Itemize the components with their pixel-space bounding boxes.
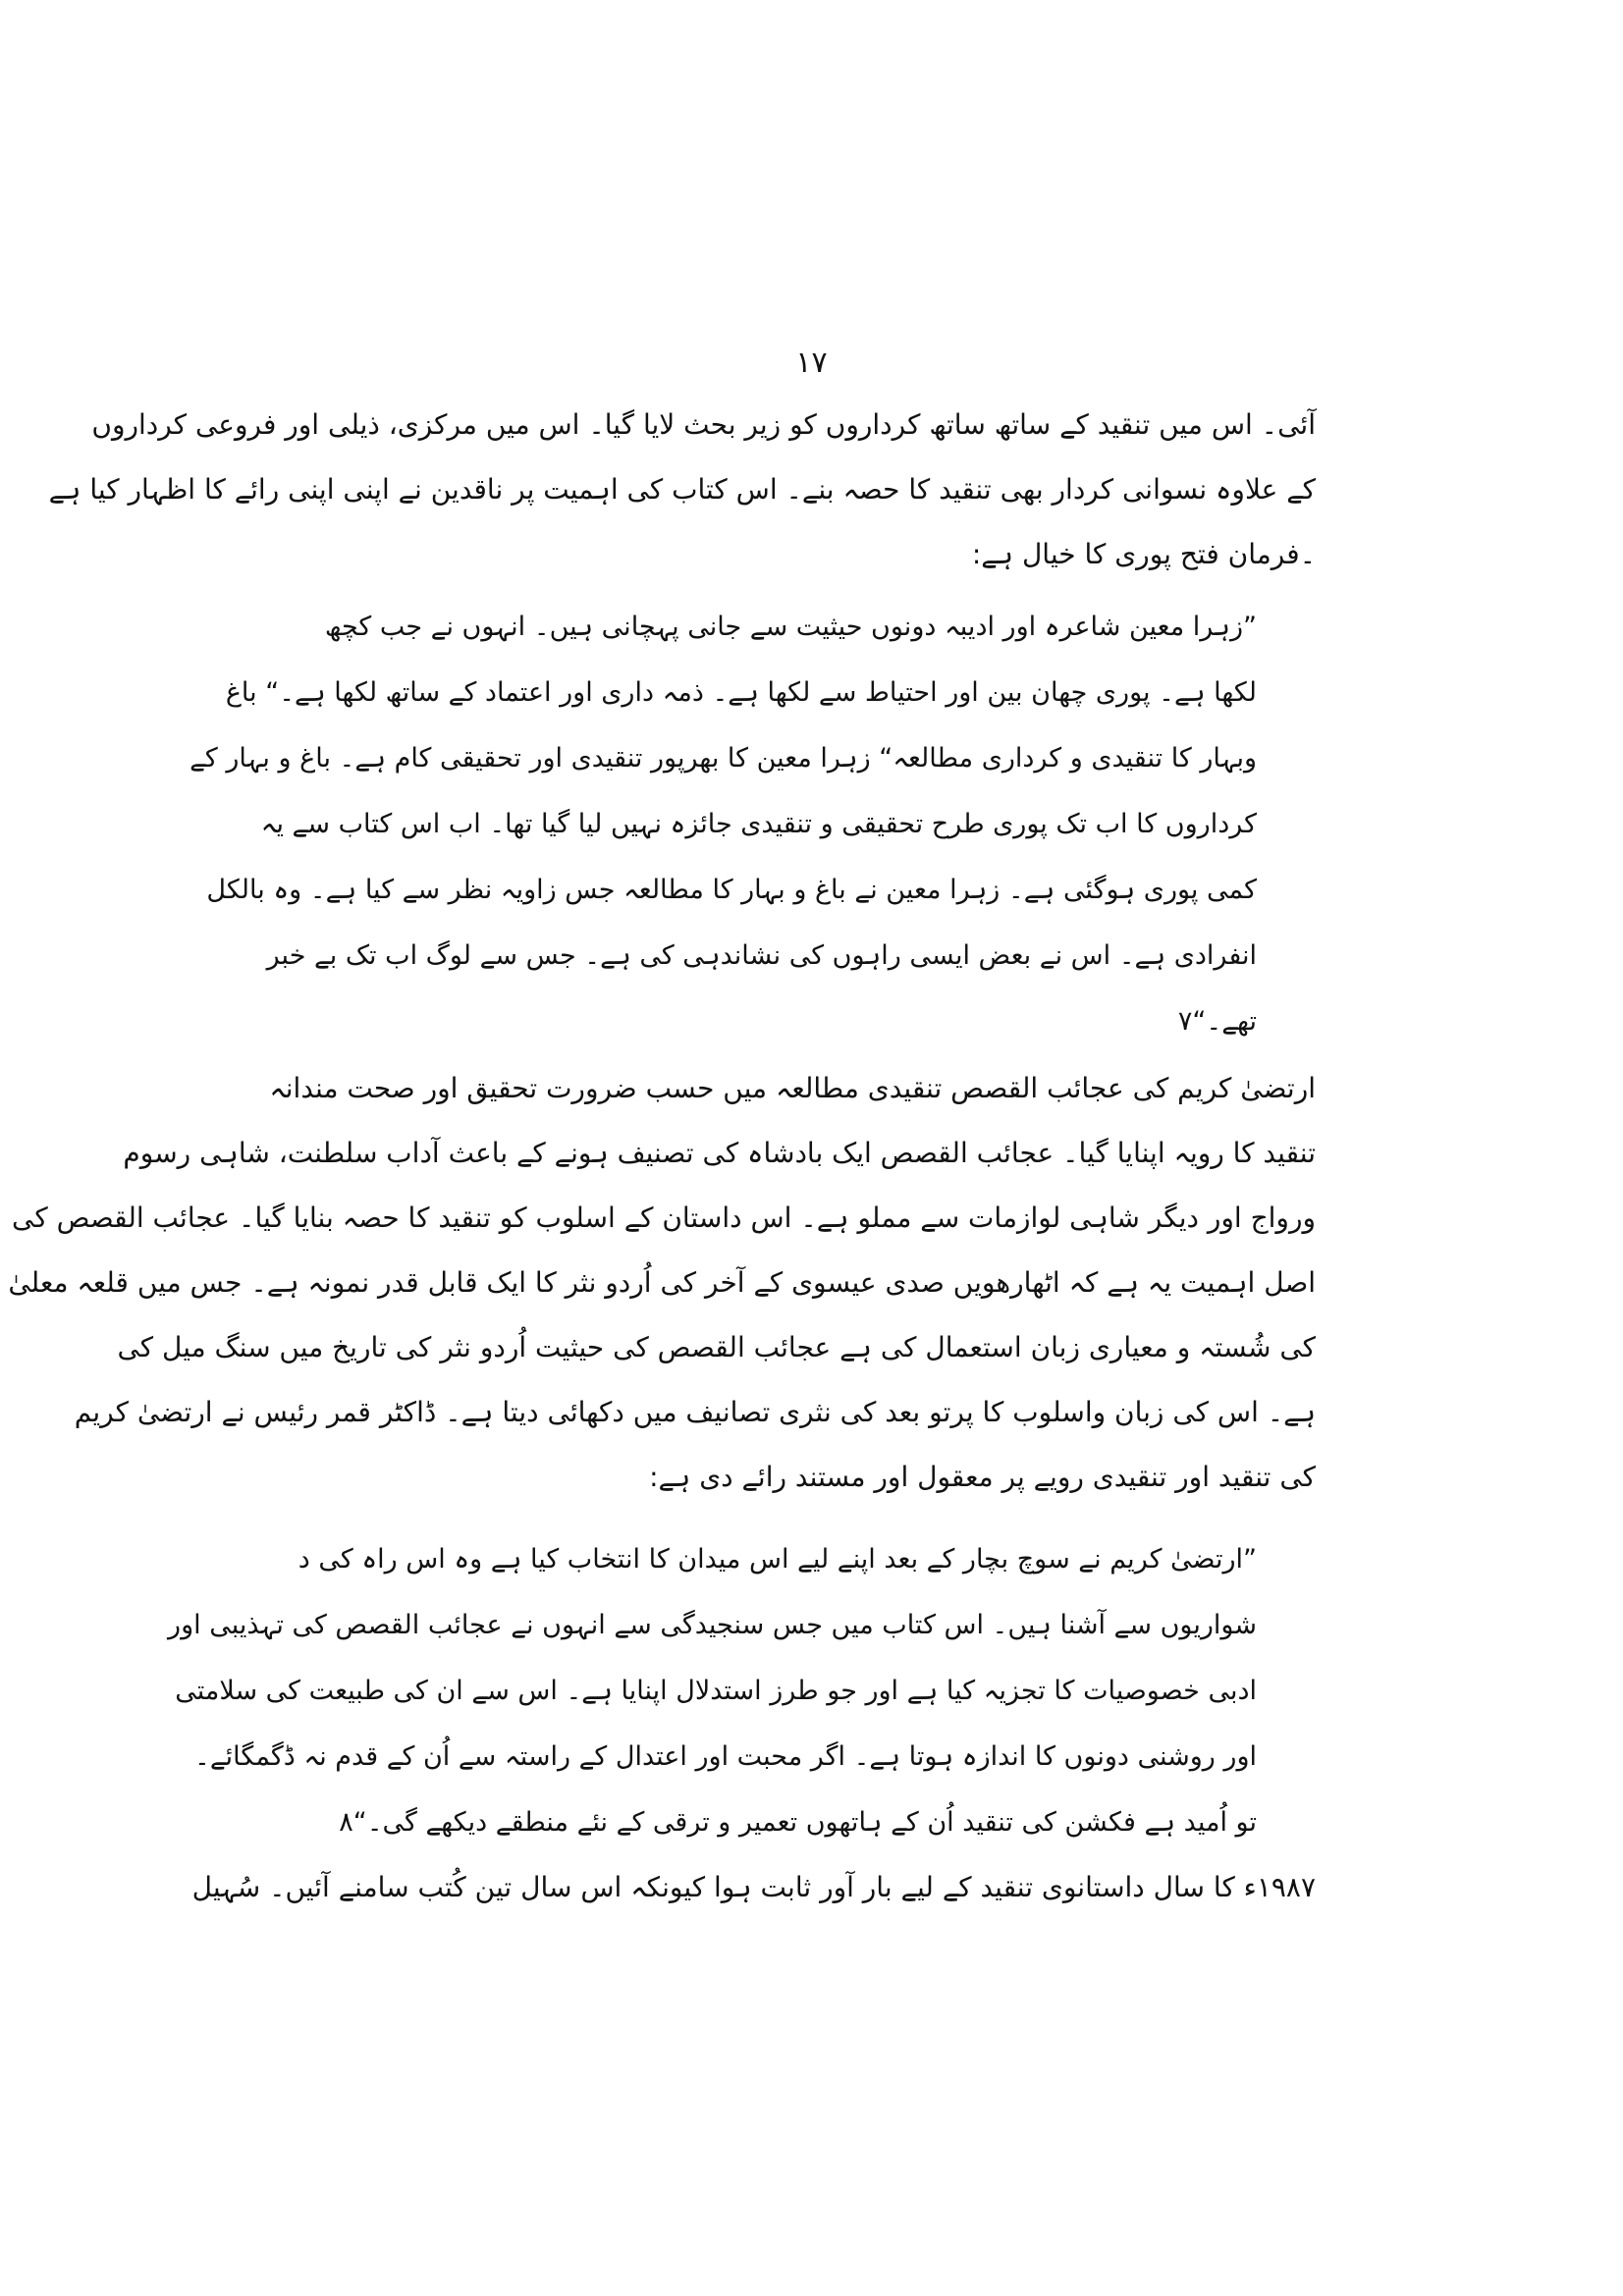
quote-line: کرداروں کا اب تک پوری طرح تحقیقی و تنقیدی جائزہ نہیں لیا گیا تھا۔ اب اس کتاب سے یہ: [260, 809, 1257, 839]
quote-line: لکھا ہے۔ پوری چھان بین اور احتیاط سے لکھا ہے۔ ذمہ داری اور اعتماد کے ساتھ لکھا ہے۔“ باغ: [225, 677, 1257, 708]
block-quote-2: [168, 1526, 1257, 1855]
quote-line: ”ارتضیٰ کریم نے سوچ بچار کے بعد اپنے لیے اس میدان کا انتخاب کیا ہے وہ اس راہ کی د: [298, 1544, 1257, 1575]
text-line: ۱۹۸۷ء کا سال داستانوی تنقید کے لیے بار آور ثابت ہوا کیونکہ اس سال تین کُتب سامنے آئیں۔ سُہیل: [191, 1871, 1316, 1903]
quote-line: ادبی خصوصیات کا تجزیہ کیا ہے اور جو طرز استدلال اپنایا ہے۔ اس سے ان کی طبیعت کی سلامتی: [175, 1676, 1257, 1706]
quote-line: انفرادی ہے۔ اس نے بعض ایسی راہوں کی نشاندہی کی ہے۔ جس سے لوگ اب تک بے خبر: [266, 940, 1257, 971]
paragraph-2: [8, 1056, 1316, 1510]
quote-line: کمی پوری ہوگئی ہے۔ زہرا معین نے باغ و بہار کا مطالعہ جس زاویہ نظر سے کیا ہے۔ وہ بالکل: [206, 875, 1257, 905]
quote-line: تھے۔“۷: [1177, 1006, 1257, 1037]
text-line: ارتضیٰ کریم کی عجائب القصص تنقیدی مطالعہ میں حسب ضرورت تحقیق اور صحت مندانہ: [269, 1072, 1316, 1104]
quote-line: ”زہرا معین شاعرہ اور ادیبہ دونوں حیثیت سے جانی پہچانی ہیں۔ انہوں نے جب کچھ: [324, 612, 1257, 642]
text-line: اصل اہمیت یہ ہے کہ اٹھارھویں صدی عیسوی کے آخر کی اُردو نثر کا ایک قابل قدر نمونہ ہے۔ جس میں قلعہ معلیٰ: [8, 1266, 1316, 1299]
block-quote-1: [189, 594, 1257, 1054]
text-line: کی شُستہ و معیاری زبان استعمال کی ہے عجائب القصص کی حیثیت اُردو نثر کی تاریخ میں سنگ میل کی: [117, 1331, 1316, 1363]
text-line: ہے۔ اس کی زبان واسلوب کا پرتو بعد کی نثری تصانیف میں دکھائی دیتا ہے۔ ڈاکٹر قمر رئیس نے ارتضیٰ کریم: [74, 1396, 1316, 1428]
paragraph-1: [48, 393, 1316, 587]
quote-line: اور روشنی دونوں کا اندازہ ہوتا ہے۔ اگر محبت اور اعتدال کے راستہ سے اُن کے قدم نہ ڈگمگائے۔: [194, 1741, 1257, 1772]
quote-line: تو اُمید ہے فکشن کی تنقید اُن کے ہاتھوں تعمیر و ترقی کے نئے منطقے دیکھے گی۔“۸: [339, 1807, 1257, 1838]
quote-line: وبہار کا تنقیدی و کرداری مطالعہ“ زہرا معین کا بھرپور تنقیدی اور تحقیقی کام ہے۔ باغ و بہار کے: [189, 743, 1257, 774]
text-line: کے علاوہ نسوانی کردار بھی تنقید کا حصہ بنے۔ اس کتاب کی اہمیت پر ناقدین نے اپنی اپنی رائے کا اظہار کیا ہے: [48, 473, 1316, 506]
text-line: تنقید کا رویہ اپنایا گیا۔ عجائب القصص ایک بادشاہ کی تصنیف ہونے کے باعث آداب سلطنت، شاہی رسوم: [123, 1137, 1316, 1169]
text-line: کی تنقید اور تنقیدی رویے پر معقول اور مستند رائے دی ہے:: [649, 1461, 1316, 1493]
text-line: آئی۔ اس میں تنقید کے ساتھ ساتھ کرداروں کو زیر بحث لایا گیا۔ اس میں مرکزی، ذیلی اور فروعی کرداروں: [91, 408, 1316, 441]
paragraph-3: [191, 1855, 1316, 1920]
text-line: ۔فرمان فتح پوری کا خیال ہے:: [971, 538, 1316, 570]
text-line: ورواج اور دیگر شاہی لوازمات سے مملو ہے۔ اس داستان کے اسلوب کو تنقید کا حصہ بنایا گیا۔ عجائب القصص کی: [12, 1201, 1316, 1234]
quote-line: شواریوں سے آشنا ہیں۔ اس کتاب میں جس سنجیدگی سے انہوں نے عجائب القصص کی تہذیبی اور: [168, 1610, 1257, 1640]
page-number: ۱۷: [795, 346, 828, 380]
